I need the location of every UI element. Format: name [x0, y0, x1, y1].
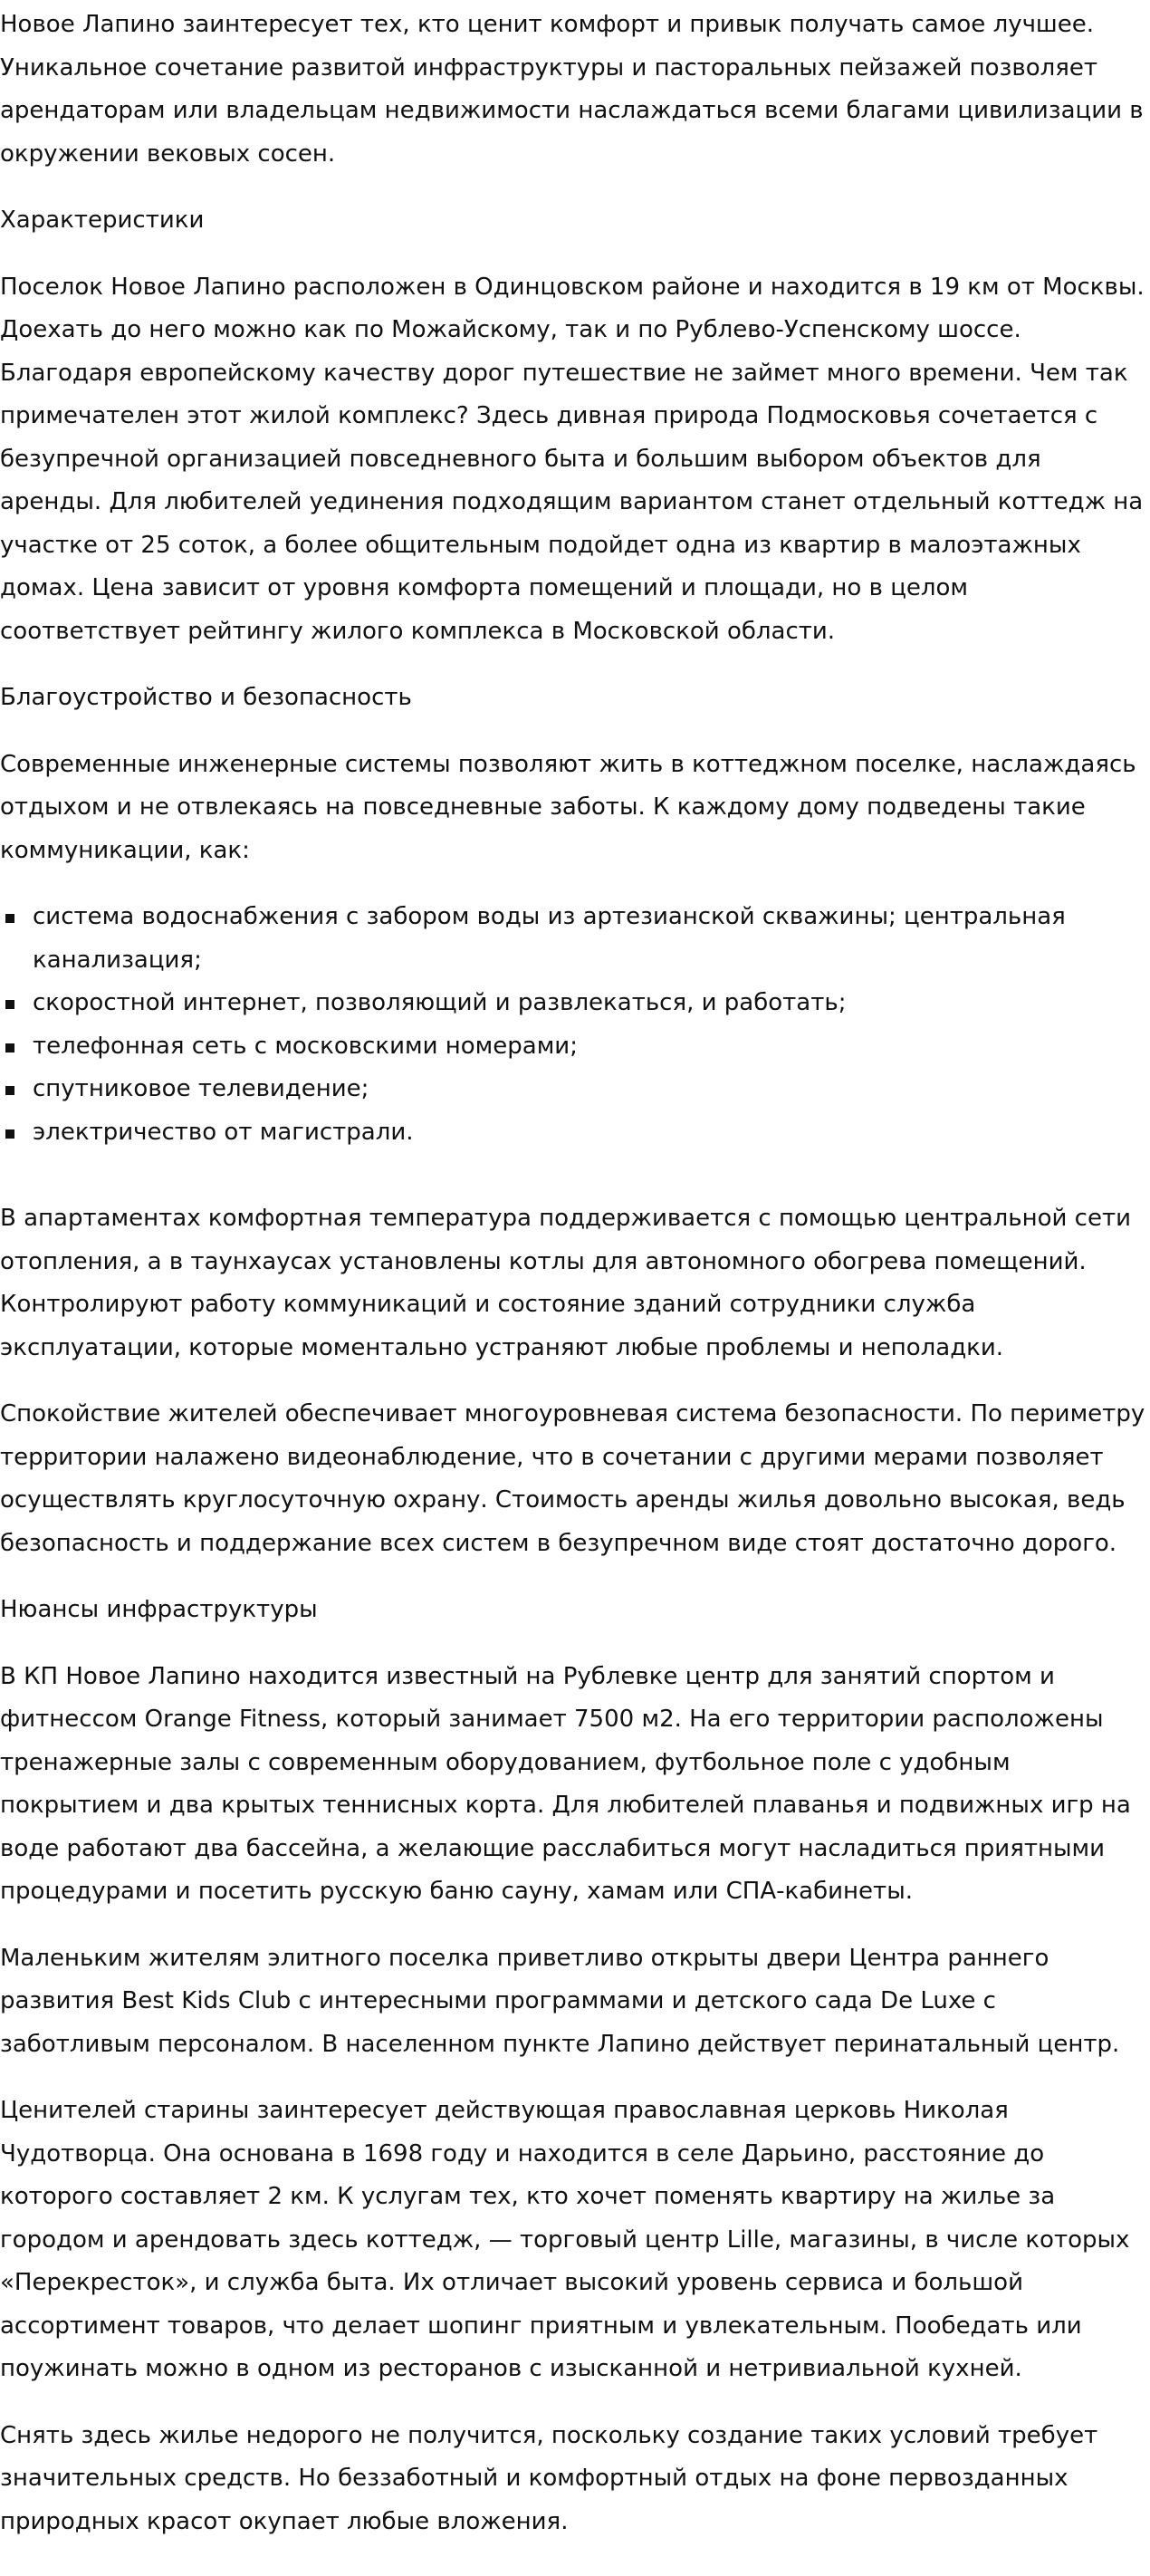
section-heading-amenities-security: Благоустройство и безопасность	[0, 684, 412, 711]
utilities-list	[0, 896, 1150, 1154]
list-item: система водоснабжения с забором воды из артезианской скважины; центральная канализация;	[0, 896, 1150, 982]
list-item: спутниковое телевидение;	[0, 1068, 1150, 1111]
intro-paragraph: Новое Лапино заинтересует тех, кто ценит комфорт и привык получать самое лучшее. Уникальное сочетание развитой инфраструктуры и пасторальных пейзажей позволяет арендаторам или владельцам недвижимости наслаждаться всеми благами цивилизации в окружении вековых сосен.	[0, 11, 1144, 168]
heating-paragraph: В апартаментах комфортная температура поддерживается с помощью центральной сети отопления, а в таунхаусах установлены котлы для автономного обогрева помещений. Контролируют работу коммуникаций и состояние зданий сотрудники служба эксплуатации, которые моментально устраняют любые проблемы и неполадки.	[0, 1205, 1132, 1361]
church-shopping-paragraph: Ценителей старины заинтересует действующая православная церковь Николая Чудотворца. Она основана в 1698 году и находится в селе Дарьино, расстояние до которого составляет 2 км. К услугам тех, кто хочет поменять квартиру на жилье за городом и арендовать здесь коттедж, — торговый центр Lille, магазины, в числе которых «Перекресток», и служба быта. Их отличает высокий уровень сервиса и большой ассортимент товаров, что делает шопинг приятным и увлекательным. Пообедать или поужинать можно в одном из ресторанов с изысканной и нетривиальной кухней.	[0, 2097, 1130, 2382]
engineering-systems-paragraph: Современные инженерные системы позволяют жить в коттеджном поселке, наслаждаясь отдыхом и не отвлекаясь на повседневные заботы. К каждому дому подведены такие коммуникации, как:	[0, 750, 1136, 864]
list-item: скоростной интернет, позволяющий и развлекаться, и работать;	[0, 982, 1150, 1025]
kids-paragraph: Маленьким жителям элитного поселка приветливо открыты двери Центра раннего развития Best Kids Club с интересными программами и детского сада De Luxe с заботливым персоналом. В населенном пункте Лапино действует перинатальный центр.	[0, 1944, 1120, 2058]
section-heading-characteristics: Характеристики	[0, 207, 205, 234]
conclusion-paragraph: Снять здесь жилье недорого не получится, поскольку создание таких условий требует значительных средств. Но беззаботный и комфортный отдых на фоне первозданных природных красот окупает любые вложения.	[0, 2421, 1098, 2535]
list-item: электричество от магистрали.	[0, 1111, 1150, 1155]
location-paragraph: Поселок Новое Лапино расположен в Одинцовском районе и находится в 19 км от Москвы. Доехать до него можно как по Можайскому, так и по Рублево-Успенскому шоссе. Благодаря европейскому качеству дорог путешествие не займет много времени. Чем так примечателен этот жилой комплекс? Здесь дивная природа Подмосковья сочетается с безупречной организацией повседневного быта и большим выбором объектов для аренды. Для любителей уединения подходящим вариантом станет отдельный коттедж на участке от 25 соток, а более общительным подойдет одна из квартир в малоэтажных домах. Цена зависит от уровня комфорта помещений и площади, но в целом соответствует рейтингу жилого комплекса в Московской области.	[0, 273, 1145, 645]
security-paragraph: Спокойствие жителей обеспечивает многоуровневая система безопасности. По периметру территории налажено видеонаблюдение, что в сочетании с другими мерами позволяет осуществлять круглосуточную охрану. Стоимость аренды жилья довольно высокая, ведь безопасность и поддержание всех систем в безупречном виде стоят достаточно дорого.	[0, 1400, 1145, 1557]
list-item: телефонная сеть с московскими номерами;	[0, 1025, 1150, 1069]
fitness-paragraph: В КП Новое Лапино находится известный на Рублевке центр для занятий спортом и фитнессом Orange Fitness, который занимает 7500 м2. На его территории расположены тренажерные залы с современным оборудованием, футбольное поле с удобным покрытием и два крытых теннисных корта. Для любителей плаванья и подвижных игр на воде работают два бассейна, а желающие расслабиться могут насладиться приятными процедурами и посетить русскую баню сауну, хамам или СПА-кабинеты.	[0, 1662, 1131, 1905]
section-heading-infrastructure: Нюансы инфраструктуры	[0, 1596, 318, 1623]
